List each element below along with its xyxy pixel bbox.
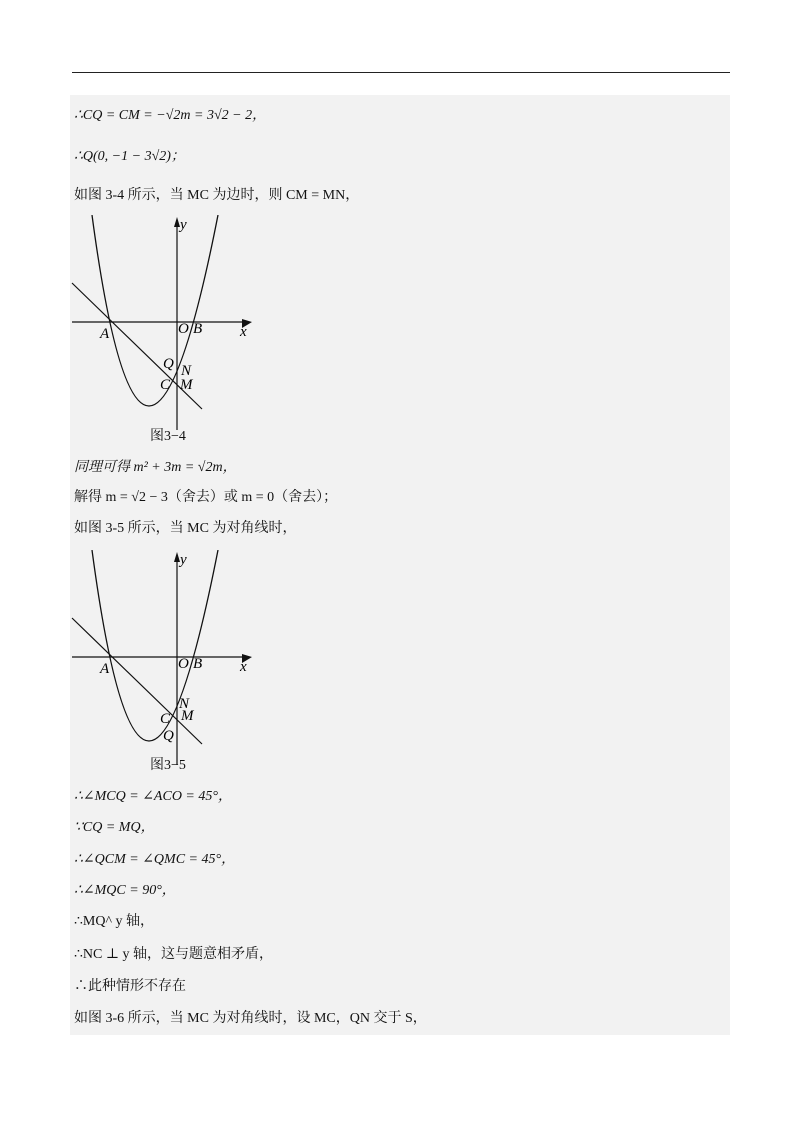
figure-3-5-caption: 图3−5 [150, 758, 186, 773]
point-b-label: B [193, 321, 203, 337]
point-n-label: N [181, 363, 192, 379]
text-line-8: ∵CQ = MQ， [74, 820, 155, 835]
x-label: x [240, 324, 247, 340]
text-line-11: ∴MQ^ y 轴， [74, 914, 155, 929]
point-m-label: M [180, 377, 193, 393]
text-line-3: 如图 3-4 所示，当 MC 为边时，则 CM = MN， [74, 188, 360, 203]
point-n-label: N [179, 696, 190, 712]
text-line-2: ∴Q(0, −1 − 3√2)； [74, 149, 185, 164]
text-line-13: ∴此种情形不存在 [74, 979, 186, 994]
point-q-label: Q [163, 728, 174, 744]
figure-3-4 [70, 215, 270, 445]
solution-content [70, 95, 730, 1035]
y-label: y [180, 552, 187, 568]
figure-3-4-caption: 图3−4 [150, 429, 186, 444]
point-a-label: A [100, 326, 110, 342]
text-line-7: ∴∠MCQ = ∠ACO = 45°， [74, 789, 232, 804]
text-line-4: 同理可得 m² + 3m = √2m， [74, 460, 237, 475]
text-line-6: 如图 3-5 所示，当 MC 为对角线时， [74, 521, 297, 536]
text-line-12: ∴NC ⊥ y 轴，这与题意相矛盾， [74, 947, 274, 962]
text-line-10: ∴∠MQC = 90°， [74, 883, 176, 898]
point-c-label: C [160, 711, 171, 727]
origin-label: O [178, 321, 189, 337]
point-q-label: Q [163, 356, 174, 372]
header-rule [72, 72, 730, 73]
text-line-1: ∴CQ = CM = −√2m = 3√2 − 2， [74, 108, 267, 123]
text-line-14: 如图 3-6 所示，当 MC 为对角线时，设 MC，QN 交于 S， [74, 1011, 427, 1026]
point-m-label: M [181, 708, 194, 724]
point-a-label: A [100, 661, 110, 677]
text-line-5: 解得 m = √2 − 3（舍去）或 m = 0（舍去）； [74, 490, 338, 505]
figure-3-5 [70, 550, 270, 780]
point-c-label: C [160, 377, 171, 393]
y-label: y [180, 217, 187, 233]
x-label: x [240, 659, 247, 675]
origin-label: O [178, 656, 189, 672]
point-b-label: B [193, 656, 203, 672]
text-line-9: ∴∠QCM = ∠QMC = 45°， [74, 852, 236, 867]
